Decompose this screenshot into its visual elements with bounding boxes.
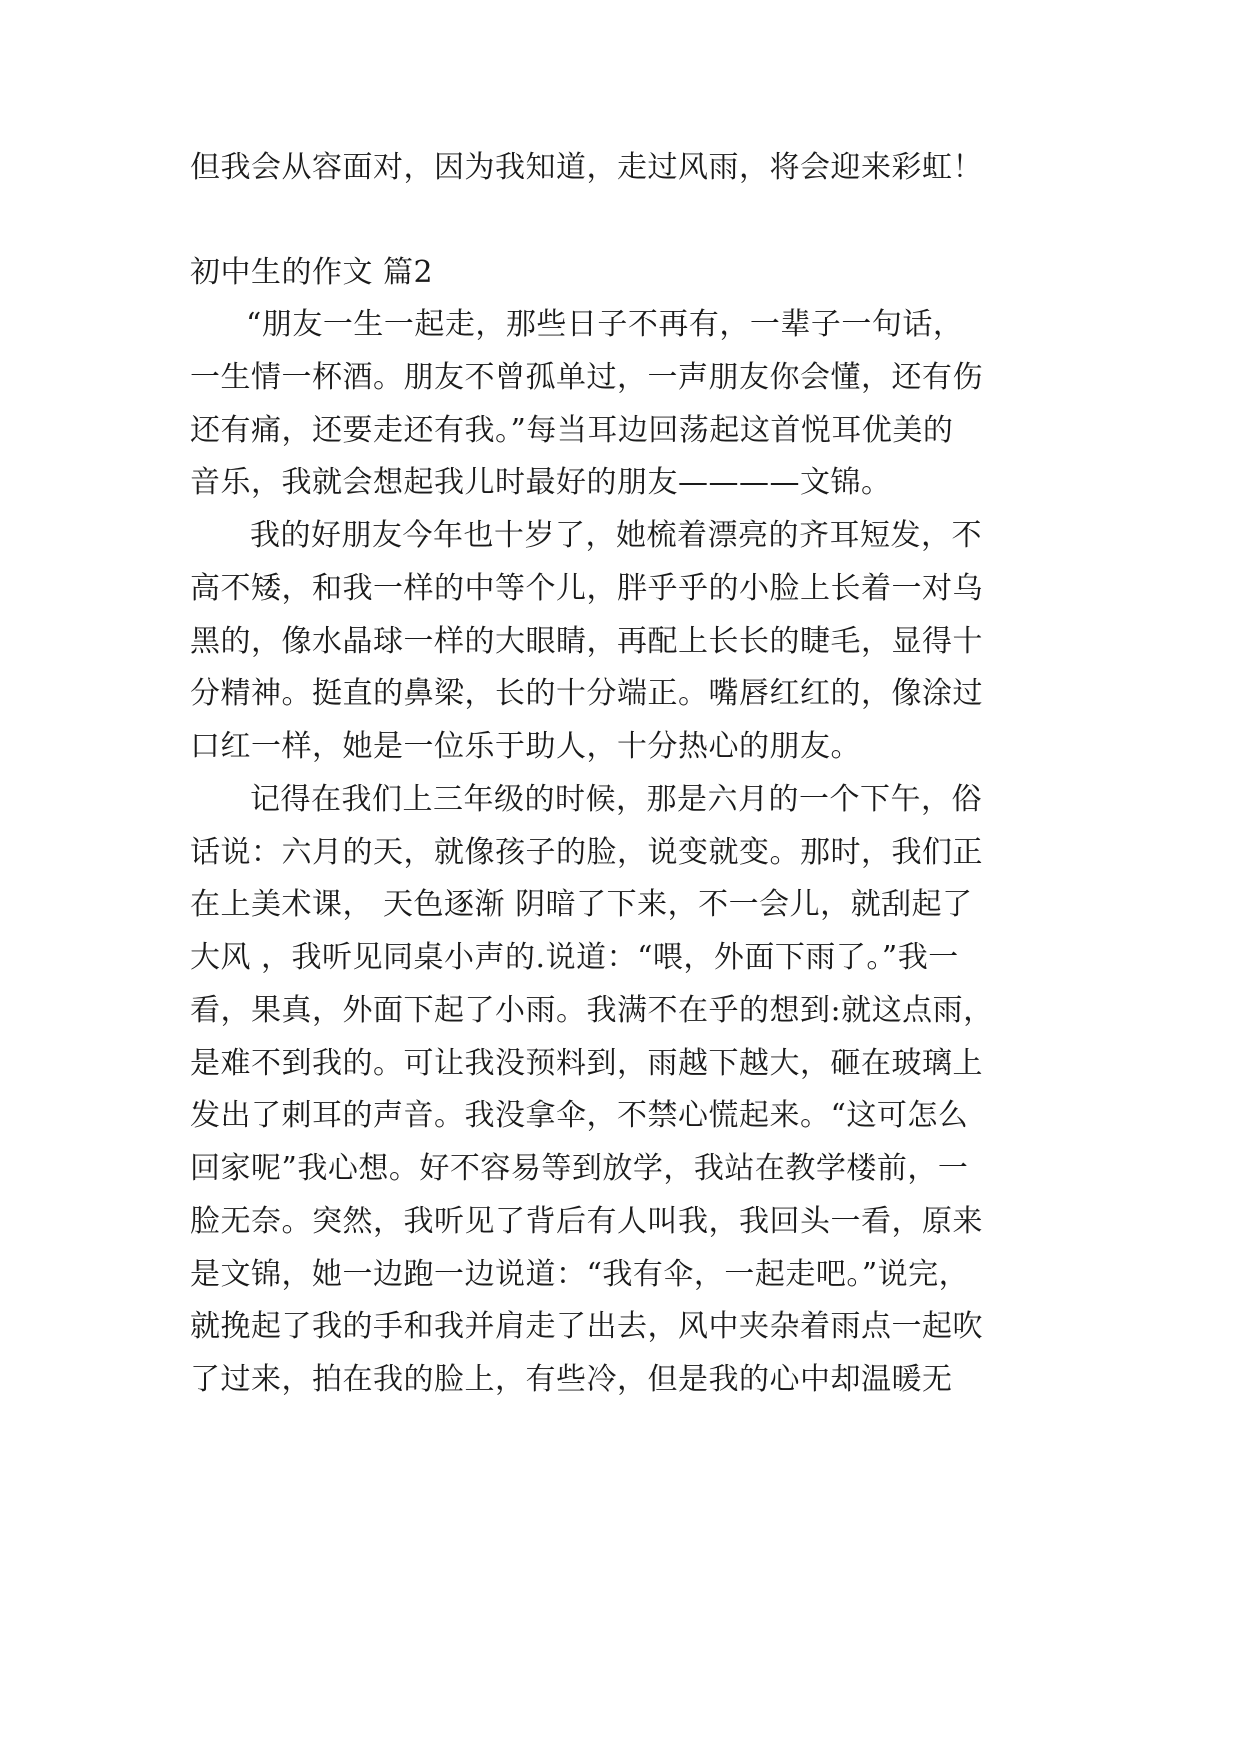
paragraph-line: 分精神。挺直的鼻梁，长的十分端正。嘴唇红红的，像涂过 [190,676,983,711]
paragraph-line: 是难不到我的。可让我没预料到，雨越下越大，砸在玻璃上 [190,1046,983,1081]
paragraph-line: 一生情一杯酒。朋友不曾孤单过，一声朋友你会懂，还有伤 [190,360,983,395]
paragraph-line: 发出了刺耳的声音。我没拿伞，不禁心慌起来。“这可怎么 [190,1098,969,1133]
paragraph-line: 我的好朋友今年也十岁了，她梳着漂亮的齐耳短发，不 [250,518,982,553]
paragraph-line: “朋友一生一起走，那些日子不再有，一辈子一句话， [246,307,964,342]
paragraph-line: 音乐，我就会想起我儿时最好的朋友————文锦。 [190,465,892,500]
paragraph-line: 了过来，拍在我的脸上，有些冷，但是我的心中却温暖无 [190,1362,953,1397]
paragraph-line: 记得在我们上三年级的时候，那是六月的一个下午，俗 [250,782,982,817]
paragraph-line: 就挽起了我的手和我并肩走了出去，风中夹杂着雨点一起吹 [190,1309,983,1344]
paragraph-line: 大风 ，我听见同桌小声的.说道：“喂，外面下雨了。”我一 [190,940,959,975]
section-title: 初中生的作文 篇2 [190,255,434,290]
paragraph-line: 是文锦，她一边跑一边说道：“我有伞，一起走吧。”说完， [190,1257,970,1292]
carryover-line: 但我会从容面对，因为我知道，走过风雨，将会迎来彩虹！ [190,150,983,185]
paragraph-line: 话说：六月的天，就像孩子的脸，说变就变。那时，我们正 [190,835,983,870]
paragraph-line: 回家呢”我心想。好不容易等到放学，我站在教学楼前，一 [190,1151,969,1186]
paragraph-line: 还有痛，还要走还有我。”每当耳边回荡起这首悦耳优美的 [190,413,954,448]
paragraph-line: 口红一样，她是一位乐于助人，十分热心的朋友。 [190,729,861,764]
paragraph-line: 脸无奈。突然，我听见了背后有人叫我，我回头一看，原来 [190,1204,983,1239]
paragraph-line: 看，果真，外面下起了小雨。我满不在乎的想到:就这点雨， [190,993,994,1028]
paragraph-line: 在上美术课， 天色逐渐 阴暗了下来，不一会儿，就刮起了 [190,887,973,922]
paragraph-line: 高不矮，和我一样的中等个儿，胖乎乎的小脸上长着一对乌 [190,571,983,606]
paragraph-line: 黑的，像水晶球一样的大眼睛，再配上长长的睫毛，显得十 [190,624,983,659]
